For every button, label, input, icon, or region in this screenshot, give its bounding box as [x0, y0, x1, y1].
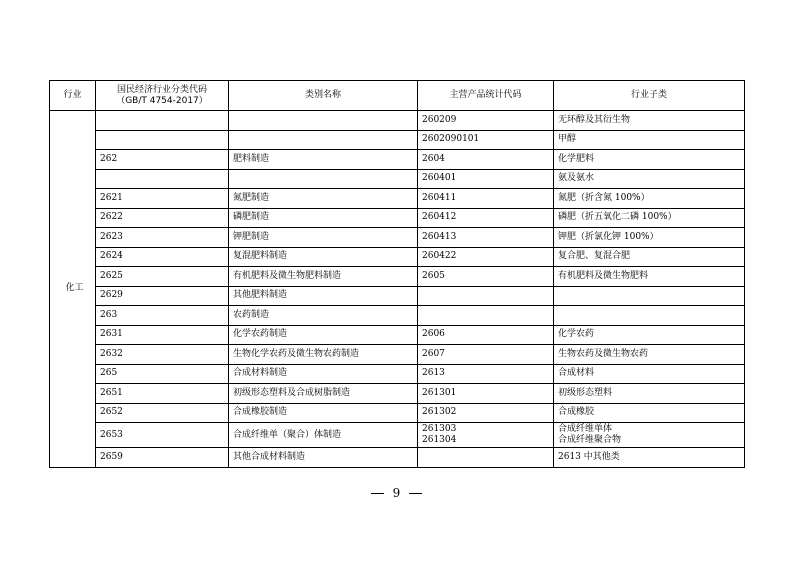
table-row [50, 306, 745, 326]
header-category-name: 类别名称 [229, 81, 418, 111]
code-cell [96, 130, 229, 150]
category-cell [229, 169, 418, 189]
category-cell: 合成材料制造 [229, 364, 418, 384]
subcategory-cell: 有机肥料及微生物肥料 [554, 267, 745, 287]
table-row [50, 267, 745, 287]
product-code-cell [418, 286, 554, 306]
product-code-cell: 260412 [418, 208, 554, 228]
product-code-cell: 2602090101 [418, 130, 554, 150]
header-code-line1: 国民经济行业分类代码 [116, 84, 207, 95]
code-cell: 2622 [96, 208, 229, 228]
category-cell: 氮肥制造 [229, 189, 418, 209]
subcategory-cell: 氮肥（折含氮 100%） [554, 189, 745, 209]
category-cell: 钾肥制造 [229, 228, 418, 248]
table-row [50, 423, 745, 448]
table-row [50, 208, 745, 228]
subcategory-cell: 氨及氨水 [554, 169, 745, 189]
header-industry: 行业 [50, 81, 96, 111]
subcategory-cell [554, 306, 745, 326]
code-cell: 2632 [96, 345, 229, 365]
category-cell [229, 130, 418, 150]
product-code-cell: 260411 [418, 189, 554, 209]
table-row [50, 228, 745, 248]
code-cell: 2623 [96, 228, 229, 248]
table-row [50, 150, 745, 170]
table-row [50, 130, 745, 150]
table-row [50, 364, 745, 384]
table-row [50, 448, 745, 468]
subcategory-cell: 磷肥（折五氧化二磷 100%） [554, 208, 745, 228]
table-row [50, 384, 745, 404]
category-cell: 肥料制造 [229, 150, 418, 170]
category-cell: 农药制造 [229, 306, 418, 326]
product-code-cell: 260422 [418, 247, 554, 267]
product-code-cell: 261301 [418, 384, 554, 404]
subcategory-cell: 生物农药及微生物农药 [554, 345, 745, 365]
table-row [50, 111, 745, 131]
table-row [50, 325, 745, 345]
category-cell [229, 111, 418, 131]
subcategory-cell: 合成橡胶 [554, 403, 745, 423]
subcategory-cell: 化学农药 [554, 325, 745, 345]
subcategory-cell: 复合肥、复混合肥 [554, 247, 745, 267]
product-code-line: 261304 [422, 435, 457, 445]
category-cell: 合成纤维单（聚合）体制造 [229, 423, 418, 448]
product-code-cell: 260209 [418, 111, 554, 131]
category-cell: 其他合成材料制造 [229, 448, 418, 468]
code-cell: 2621 [96, 189, 229, 209]
code-cell: 2651 [96, 384, 229, 404]
table-row [50, 169, 745, 189]
header-national-code [96, 81, 229, 111]
subcategory-line: 合成纤维单体 [558, 424, 613, 434]
category-cell: 有机肥料及微生物肥料制造 [229, 267, 418, 287]
code-cell: 2624 [96, 247, 229, 267]
product-code-cell [418, 448, 554, 468]
category-cell: 其他肥料制造 [229, 286, 418, 306]
subcategory-cell: 初级形态塑料 [554, 384, 745, 404]
header-code-line2: （GB/T 4754-2017） [116, 95, 208, 106]
subcategory-cell: 钾肥（折氯化钾 100%） [554, 228, 745, 248]
subcategory-cell: 甲醇 [554, 130, 745, 150]
table-row [50, 189, 745, 209]
industry-cell: 化工 [50, 111, 96, 468]
product-code-cell: 260413 [418, 228, 554, 248]
product-code-cell: 261302 [418, 403, 554, 423]
code-cell: 2653 [96, 423, 229, 448]
subcategory-line: 合成纤维聚合物 [558, 435, 622, 445]
table-row [50, 286, 745, 306]
category-cell: 合成橡胶制造 [229, 403, 418, 423]
subcategory-cell: 化学肥料 [554, 150, 745, 170]
code-cell: 263 [96, 306, 229, 326]
subcategory-cell [554, 286, 745, 306]
product-code-cell: 2606 [418, 325, 554, 345]
product-code-cell [418, 423, 554, 448]
code-cell [96, 111, 229, 131]
page-number: 9 [392, 486, 401, 500]
table-row [50, 247, 745, 267]
subcategory-cell [554, 423, 745, 448]
product-code-cell: 2604 [418, 150, 554, 170]
category-cell: 初级形态塑料及合成树脂制造 [229, 384, 418, 404]
footer-right-dash [409, 493, 422, 495]
category-cell: 复混肥料制造 [229, 247, 418, 267]
industry-classification-table [49, 80, 745, 468]
footer-left-dash [371, 493, 384, 495]
category-cell: 生物化学农药及微生物农药制造 [229, 345, 418, 365]
subcategory-cell: 合成材料 [554, 364, 745, 384]
category-cell: 磷肥制造 [229, 208, 418, 228]
code-cell [96, 169, 229, 189]
code-cell: 2659 [96, 448, 229, 468]
code-cell: 2625 [96, 267, 229, 287]
table-row [50, 403, 745, 423]
code-cell: 265 [96, 364, 229, 384]
table-row [50, 345, 745, 365]
header-product-code: 主营产品统计代码 [418, 81, 554, 111]
page-footer [0, 486, 793, 500]
product-code-cell: 2607 [418, 345, 554, 365]
subcategory-cell: 2613 中其他类 [554, 448, 745, 468]
product-code-cell: 260401 [418, 169, 554, 189]
product-code-cell: 2605 [418, 267, 554, 287]
code-cell: 262 [96, 150, 229, 170]
header-subcategory: 行业子类 [554, 81, 745, 111]
product-code-cell [418, 306, 554, 326]
table-header-row [50, 81, 745, 111]
product-code-line: 261303 [422, 424, 457, 434]
category-cell: 化学农药制造 [229, 325, 418, 345]
code-cell: 2629 [96, 286, 229, 306]
code-cell: 2631 [96, 325, 229, 345]
subcategory-cell: 无环醇及其衍生物 [554, 111, 745, 131]
product-code-cell: 2613 [418, 364, 554, 384]
code-cell: 2652 [96, 403, 229, 423]
